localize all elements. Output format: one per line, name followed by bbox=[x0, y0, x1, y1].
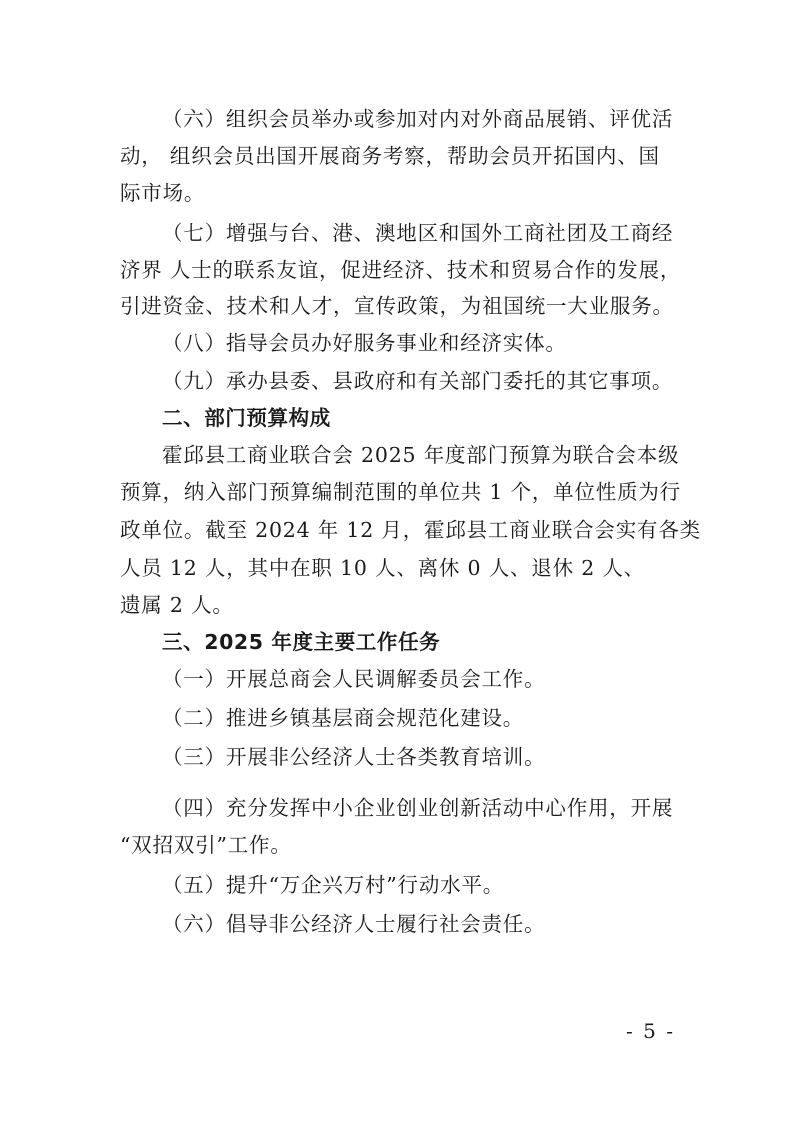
text-line: （二）推进乡镇基层商会规范化建设。 bbox=[162, 706, 525, 730]
section-heading: 三、2025 年度主要工作任务 bbox=[162, 630, 441, 654]
text-line: “双招双引”工作。 bbox=[120, 833, 292, 857]
text-line: 预算，纳入部门预算编制范围的单位共 1 个，单位性质为行 bbox=[120, 480, 681, 504]
text-line: （八）指导会员办好服务事业和经济实体。 bbox=[162, 331, 567, 355]
section-heading: 二、部门预算构成 bbox=[162, 406, 331, 430]
text-line: （五）提升“万企兴万村”行动水平。 bbox=[162, 873, 505, 897]
text-line: 政单位。截至 2024 年 12 月，霍邱县工商业联合会实有各类 bbox=[120, 518, 701, 542]
text-line: （六）组织会员举办或参加对内对外商品展销、评优活 bbox=[162, 107, 674, 131]
text-line: 霍邱县工商业联合会 2025 年度部门预算为联合会本级 bbox=[162, 443, 680, 467]
text-line: 动， 组织会员出国开展商务考察，帮助会员开拓国内、国 bbox=[120, 144, 660, 168]
text-line: 人员 12 人，其中在职 10 人、离休 0 人、退休 2 人、 bbox=[120, 556, 645, 580]
text-line: （七）增强与台、港、澳地区和国外工商社团及工商经 bbox=[162, 221, 674, 245]
text-line: 际市场。 bbox=[120, 181, 206, 205]
text-line: （三）开展非公经济人士各类教育培训。 bbox=[162, 745, 546, 769]
text-line: 遗属 2 人。 bbox=[120, 593, 234, 617]
text-line: （一）开展总商会人民调解委员会工作。 bbox=[162, 667, 546, 691]
text-line: 济界 人士的联系友谊，促进经济、技术和贸易合作的发展， bbox=[120, 258, 682, 282]
text-line: （六）倡导非公经济人士履行社会责任。 bbox=[162, 912, 546, 936]
text-line: （九）承办县委、县政府和有关部门委托的其它事项。 bbox=[162, 369, 674, 393]
page-number: - 5 - bbox=[626, 1019, 675, 1043]
text-line: （四）充分发挥中小企业创业创新活动中心作用，开展 bbox=[162, 796, 674, 820]
text-line: 引进资金、技术和人才，宣传政策，为祖国统一大业服务。 bbox=[120, 294, 674, 318]
